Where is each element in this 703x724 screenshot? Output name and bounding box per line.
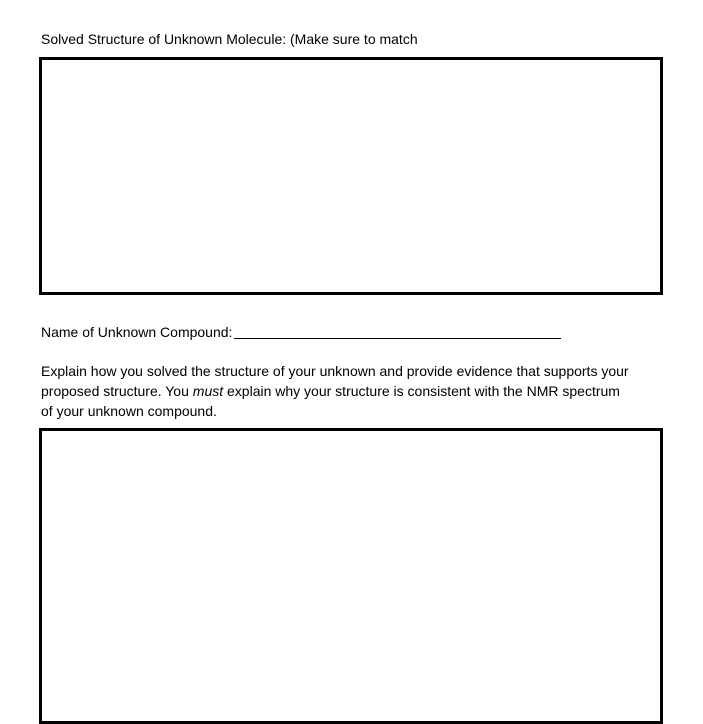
explanation-line-2-end: explain why your structure is consistent with the NMR spectrum — [223, 383, 620, 399]
explanation-line-1: Explain how you solved the structure of your unknown and provide evidence that supports your — [41, 363, 629, 379]
structure-heading: Solved Structure of Unknown Molecule: (Make sure to match — [41, 31, 418, 47]
explanation-line-2 — [41, 381, 671, 401]
explanation-instructions — [41, 361, 671, 421]
compound-name-label: Name of Unknown Compound: — [41, 324, 233, 340]
compound-name-row — [41, 322, 561, 342]
explanation-line-2-start: proposed structure. You — [41, 383, 193, 399]
explanation-line-3: of your unknown compound. — [41, 403, 217, 419]
structure-drawing-box[interactable] — [39, 57, 663, 295]
explanation-emphasis-must: must — [192, 383, 224, 399]
compound-name-blank-line[interactable] — [234, 323, 561, 339]
explanation-answer-box[interactable] — [39, 428, 663, 724]
